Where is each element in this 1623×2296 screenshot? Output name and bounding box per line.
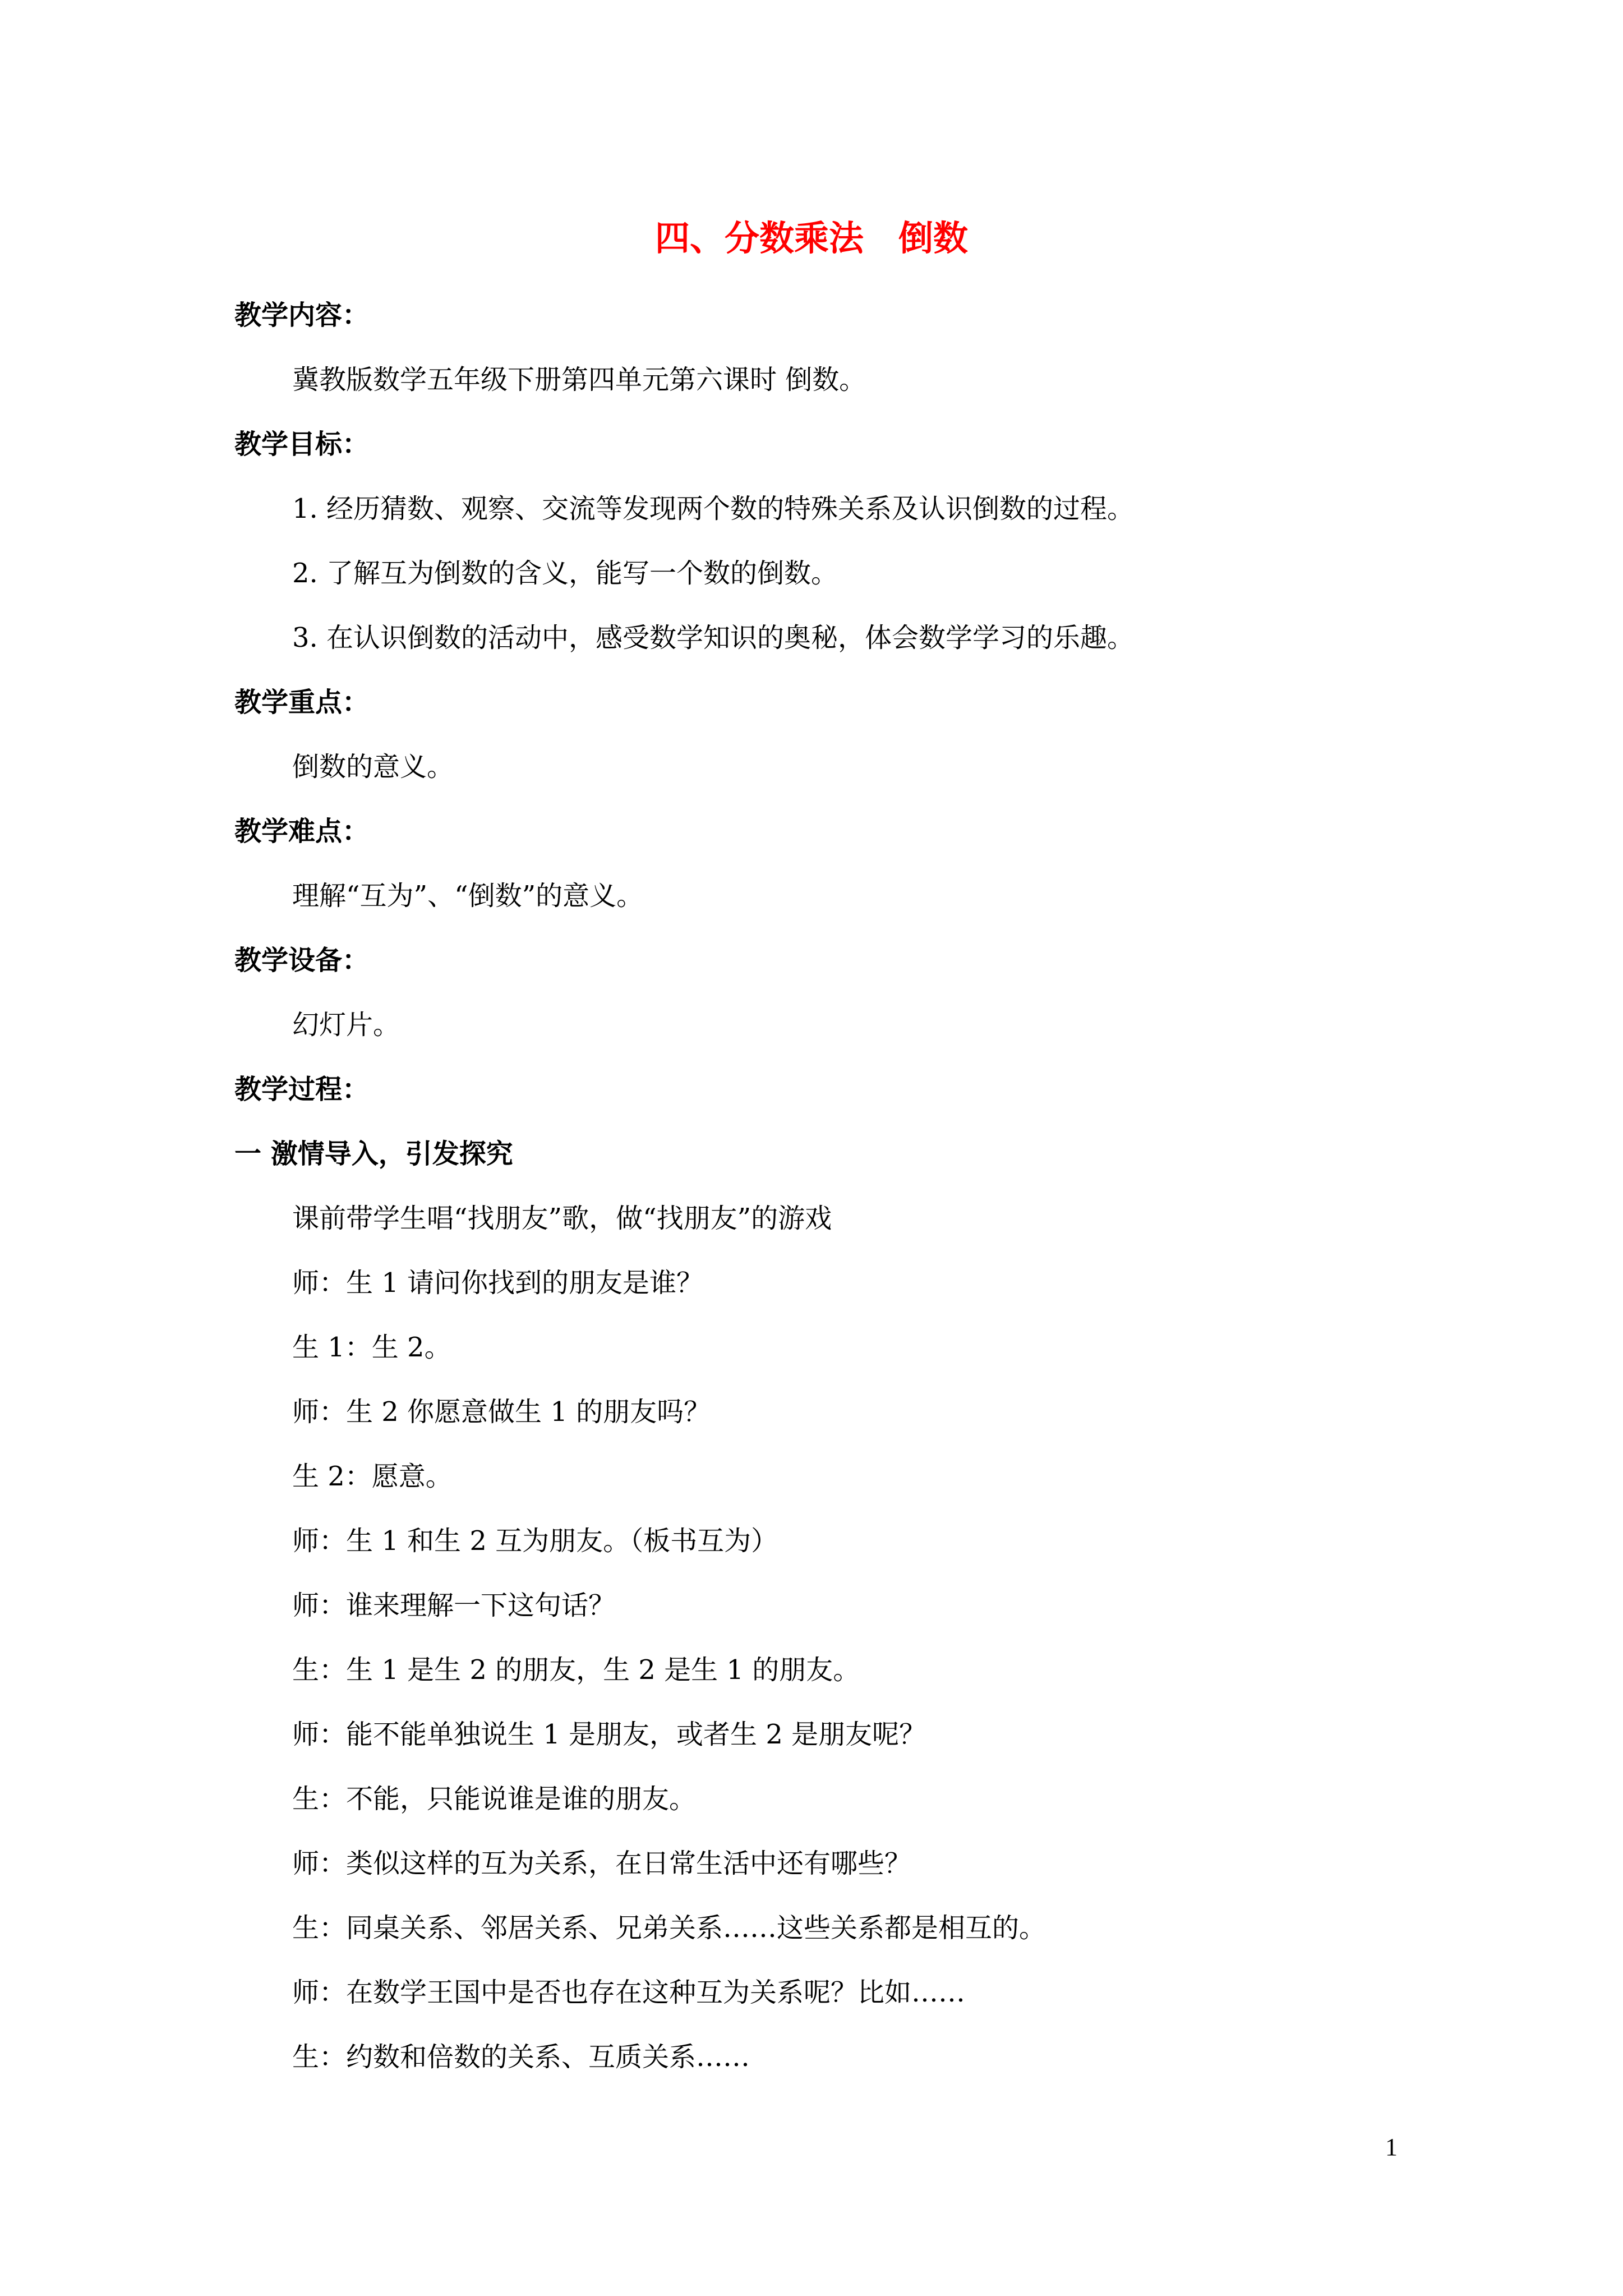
document-title: 四、分数乘法 倒数 (654, 218, 968, 259)
key-points-text: 倒数的意义。 (292, 751, 454, 783)
equipment-text: 幻灯片。 (292, 1009, 400, 1041)
dialogue-line: 师：能不能单独说生 1 是朋友，或者生 2 是朋友呢？ (292, 1719, 926, 1750)
teaching-content-text: 冀教版数学五年级下册第四单元第六课时 倒数。 (292, 364, 866, 395)
dialogue-line: 生 1：生 2。 (292, 1332, 451, 1363)
dialogue-line: 师：谁来理解一下这句话？ (292, 1590, 616, 1621)
goal-item-1: 1. 经历猜数、观察、交流等发现两个数的特殊关系及认识倒数的过程。 (292, 493, 1135, 524)
goal-item-2: 2. 了解互为倒数的含义，能写一个数的倒数。 (292, 558, 838, 589)
dialogue-line: 生：生 1 是生 2 的朋友，生 2 是生 1 的朋友。 (292, 1654, 860, 1686)
heading-equipment: 教学设备： (234, 945, 370, 976)
dialogue-line: 课前带学生唱“找朋友”歌，做“找朋友”的游戏 (292, 1203, 832, 1234)
heading-teaching-goals: 教学目标： (234, 429, 370, 460)
dialogue-line: 生：同桌关系、邻居关系、兄弟关系……这些关系都是相互的。 (292, 1912, 1046, 1944)
heading-key-points: 教学重点： (234, 687, 370, 718)
dialogue-line: 师：在数学王国中是否也存在这种互为关系呢？比如…… (292, 1977, 966, 2008)
dialogue-line: 生：不能，只能说谁是谁的朋友。 (292, 1783, 697, 1815)
dialogue-line: 师：生 1 请问你找到的朋友是谁？ (292, 1267, 704, 1299)
heading-teaching-content: 教学内容： (234, 300, 370, 331)
page-number: 1 (1385, 2133, 1398, 2161)
dialogue-line: 师：生 2 你愿意做生 1 的朋友吗？ (292, 1396, 711, 1428)
difficulties-text: 理解“互为”、“倒数”的意义。 (292, 880, 644, 912)
dialogue-line: 师：类似这样的互为关系，在日常生活中还有哪些？ (292, 1848, 912, 1879)
section-heading-introduction: 一 激情导入，引发探究 (234, 1138, 513, 1170)
heading-difficulties: 教学难点： (234, 816, 370, 847)
heading-process: 教学过程： (234, 1074, 370, 1105)
dialogue-line: 生：约数和倍数的关系、互质关系…… (292, 2041, 750, 2073)
dialogue-line: 生 2：愿意。 (292, 1461, 453, 1492)
goal-item-3: 3. 在认识倒数的活动中，感受数学知识的奥秘，体会数学学习的乐趣。 (292, 622, 1135, 654)
dialogue-line: 师：生 1 和生 2 互为朋友。（板书互为） (292, 1525, 778, 1557)
